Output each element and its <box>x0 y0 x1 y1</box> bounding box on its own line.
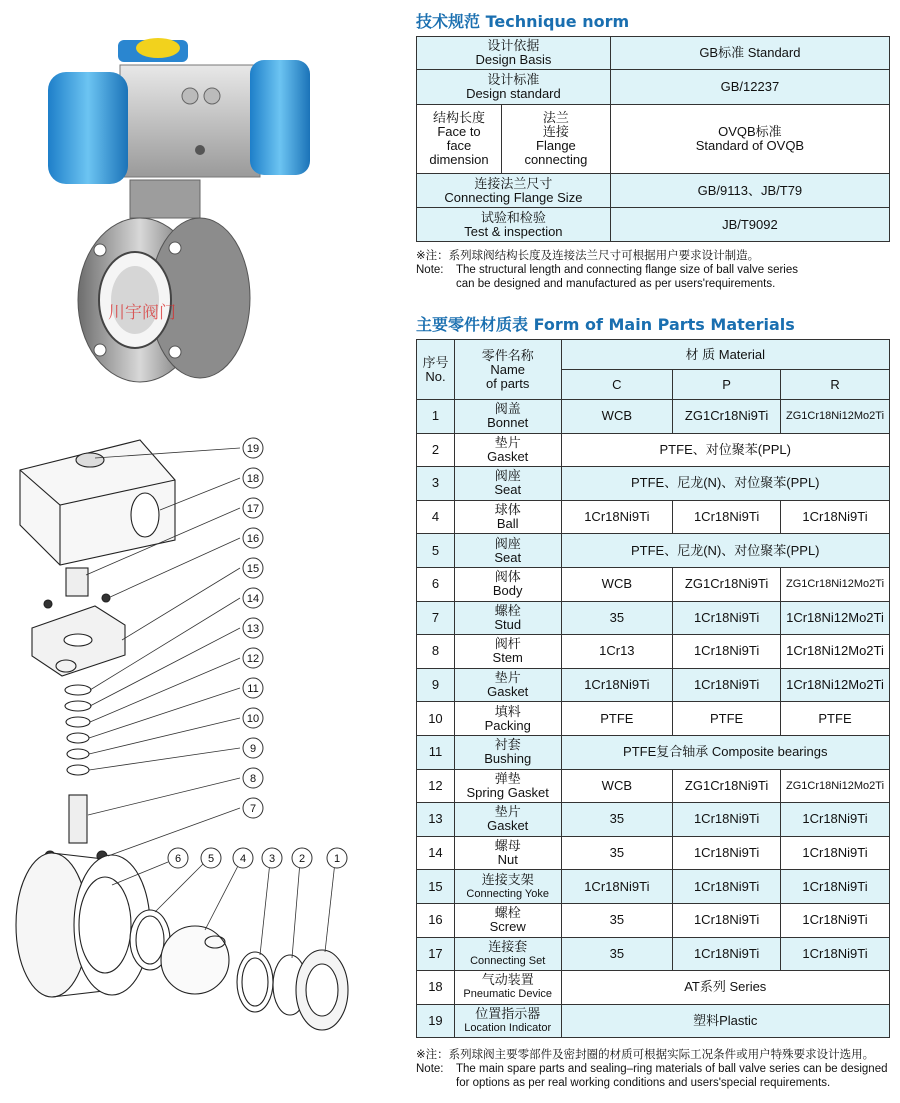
technique-value: OVQB标准 Standard of OVQB <box>610 105 889 174</box>
part-material-p: 1Cr18Ni9Ti <box>673 836 781 870</box>
part-no: 12 <box>417 769 455 803</box>
table-row <box>417 836 890 870</box>
part-name: 弹垫 Spring Gasket <box>454 769 561 803</box>
note-en: for options as per real working conditions and users'special requirements. <box>456 1077 831 1089</box>
part-material-c: 35 <box>561 601 673 635</box>
part-no: 8 <box>417 635 455 669</box>
note-label: Note: <box>416 264 444 276</box>
table-row <box>417 803 890 837</box>
callout-numbers <box>168 438 347 868</box>
technique-title: 技术规范 Technique norm <box>416 12 630 31</box>
watermark-logo: 川宇阀门 <box>108 303 176 323</box>
technique-value: JB/T9092 <box>610 208 889 242</box>
callout-number: 10 <box>246 713 260 725</box>
technique-label: 试验和检验 Test & inspection <box>417 208 611 242</box>
part-no: 4 <box>417 500 455 534</box>
part-material-all: 塑料Plastic <box>561 1004 889 1038</box>
part-material-p: 1Cr18Ni9Ti <box>673 668 781 702</box>
part-no: 1 <box>417 400 455 434</box>
part-name: 气动装置 Pneumatic Device <box>454 971 561 1005</box>
part-material-all: PTFE、对位聚苯(PPL) <box>561 433 889 467</box>
technique-label: 设计依据 Design Basis <box>417 37 611 70</box>
technique-label: 连接法兰尺寸 Connecting Flange Size <box>417 174 611 208</box>
part-name: 垫片 Gasket <box>454 668 561 702</box>
part-no: 2 <box>417 433 455 467</box>
part-material-p: ZG1Cr18Ni9Ti <box>673 769 781 803</box>
callout-number: 1 <box>333 853 341 865</box>
table-row <box>417 601 890 635</box>
illustration-panel <box>0 0 410 1098</box>
part-material-all: PTFE复合轴承 Composite bearings <box>561 735 889 769</box>
part-no: 18 <box>417 971 455 1005</box>
callout-number: 11 <box>247 683 259 695</box>
callout-number: 3 <box>268 853 276 865</box>
note-en: The main spare parts and sealing–ring materials of ball valve series can be designed <box>456 1063 888 1075</box>
part-material-c: 35 <box>561 903 673 937</box>
part-name: 衬套 Bushing <box>454 735 561 769</box>
product-photo <box>48 38 310 382</box>
part-name: 连接支架 Connecting Yoke <box>454 870 561 904</box>
part-material-p: 1Cr18Ni9Ti <box>673 500 781 534</box>
part-no: 17 <box>417 937 455 971</box>
table-row <box>417 567 890 601</box>
part-no: 5 <box>417 534 455 568</box>
part-material-c: 1Cr18Ni9Ti <box>561 668 673 702</box>
note-cn: ※注：系列球阀结构长度及连接法兰尺寸可根据用户要求设计制造。 <box>416 250 760 262</box>
flange-connecting-label: 法兰 连接 Flange connecting <box>524 110 588 167</box>
table-row <box>417 433 890 467</box>
part-no: 19 <box>417 1004 455 1038</box>
part-material-p: ZG1Cr18Ni9Ti <box>673 400 781 434</box>
part-name: 螺栓 Stud <box>454 601 561 635</box>
part-name: 位置指示器 Location Indicator <box>454 1004 561 1038</box>
part-name: 阀座 Seat <box>454 534 561 568</box>
technique-value: GB/12237 <box>610 70 889 105</box>
parts-header <box>417 340 890 370</box>
part-name: 球体 Ball <box>454 500 561 534</box>
part-name: 填料 Packing <box>454 702 561 736</box>
table-row <box>417 735 890 769</box>
parts-note <box>416 1048 894 1090</box>
part-material-c: PTFE <box>561 702 673 736</box>
table-row <box>417 534 890 568</box>
technique-row <box>417 105 890 174</box>
part-no: 13 <box>417 803 455 837</box>
part-material-r: 1Cr18Ni12Mo2Ti <box>781 635 890 669</box>
part-no: 14 <box>417 836 455 870</box>
part-material-r: ZG1Cr18Ni12Mo2Ti <box>781 567 890 601</box>
part-material-r: 1Cr18Ni12Mo2Ti <box>781 668 890 702</box>
header-no: 序号 No. <box>417 340 455 400</box>
exploded-drawing <box>16 440 348 1030</box>
part-material-r: 1Cr18Ni9Ti <box>781 937 890 971</box>
part-no: 9 <box>417 668 455 702</box>
note-cn: ※注：系列球阀主要零部件及密封圈的材质可根据实际工况条件或用户特殊要求设计选用。 <box>416 1049 875 1061</box>
callout-number: 17 <box>246 503 260 515</box>
technique-row <box>417 37 890 70</box>
note-label: Note: <box>416 1063 444 1075</box>
table-row <box>417 870 890 904</box>
parts-title: 主要零件材质表 Form of Main Parts Materials <box>416 315 795 334</box>
part-material-c: 1Cr18Ni9Ti <box>561 500 673 534</box>
technique-label: 设计标准 Design standard <box>417 70 611 105</box>
technique-note <box>416 249 894 291</box>
part-material-p: PTFE <box>673 702 781 736</box>
callout-number: 8 <box>249 773 257 785</box>
part-name: 阀杆 Stem <box>454 635 561 669</box>
callout-number: 14 <box>246 593 260 605</box>
callout-number: 9 <box>249 743 257 755</box>
table-row <box>417 937 890 971</box>
part-material-c: WCB <box>561 567 673 601</box>
callout-number: 7 <box>249 803 257 815</box>
callout-number: 6 <box>174 853 182 865</box>
technique-label-split <box>417 105 611 174</box>
callout-number: 12 <box>246 653 260 665</box>
part-no: 11 <box>417 735 455 769</box>
part-material-p: 1Cr18Ni9Ti <box>673 937 781 971</box>
part-material-c: 1Cr13 <box>561 635 673 669</box>
part-material-p: 1Cr18Ni9Ti <box>673 601 781 635</box>
part-no: 6 <box>417 567 455 601</box>
table-row <box>417 769 890 803</box>
note-en: The structural length and connecting flange size of ball valve series <box>456 264 799 276</box>
header-p: P <box>673 370 781 400</box>
part-material-p: 1Cr18Ni9Ti <box>673 870 781 904</box>
callout-number: 18 <box>246 473 260 485</box>
technique-row <box>417 70 890 105</box>
parts-table <box>416 339 890 1038</box>
callout-number: 16 <box>246 533 260 545</box>
part-material-r: ZG1Cr18Ni12Mo2Ti <box>781 769 890 803</box>
callout-number: 19 <box>246 443 260 455</box>
part-material-c: 1Cr18Ni9Ti <box>561 870 673 904</box>
technique-value: GB/9113、JB/T79 <box>610 174 889 208</box>
part-material-r: 1Cr18Ni12Mo2Ti <box>781 601 890 635</box>
part-name: 阀座 Seat <box>454 467 561 501</box>
part-material-p: ZG1Cr18Ni9Ti <box>673 567 781 601</box>
callout-number: 4 <box>239 853 247 865</box>
part-material-r: 1Cr18Ni9Ti <box>781 500 890 534</box>
callout-number: 15 <box>246 563 260 575</box>
part-name: 连接套 Connecting Set <box>454 937 561 971</box>
part-name: 垫片 Gasket <box>454 433 561 467</box>
table-row <box>417 971 890 1005</box>
table-row <box>417 903 890 937</box>
part-material-p: 1Cr18Ni9Ti <box>673 803 781 837</box>
table-row <box>417 400 890 434</box>
part-material-p: 1Cr18Ni9Ti <box>673 635 781 669</box>
part-name: 阀盖 Bonnet <box>454 400 561 434</box>
part-no: 15 <box>417 870 455 904</box>
part-material-r: 1Cr18Ni9Ti <box>781 836 890 870</box>
part-material-c: WCB <box>561 769 673 803</box>
table-row <box>417 500 890 534</box>
header-r: R <box>781 370 890 400</box>
part-material-r: 1Cr18Ni9Ti <box>781 903 890 937</box>
table-row <box>417 668 890 702</box>
technique-value: GB标准 Standard <box>610 37 889 70</box>
part-material-r: 1Cr18Ni9Ti <box>781 803 890 837</box>
valve-illustration <box>0 0 410 1098</box>
part-material-c: 35 <box>561 803 673 837</box>
header-name: 零件名称 Name of parts <box>454 340 561 400</box>
technique-row <box>417 174 890 208</box>
part-name: 螺母 Nut <box>454 836 561 870</box>
part-no: 7 <box>417 601 455 635</box>
technique-row <box>417 208 890 242</box>
part-material-r: 1Cr18Ni9Ti <box>781 870 890 904</box>
part-material-all: PTFE、尼龙(N)、对位聚苯(PPL) <box>561 534 889 568</box>
part-name: 螺栓 Screw <box>454 903 561 937</box>
part-no: 10 <box>417 702 455 736</box>
callout-number: 2 <box>298 853 306 865</box>
part-no: 3 <box>417 467 455 501</box>
table-row <box>417 467 890 501</box>
part-material-c: 35 <box>561 937 673 971</box>
callout-number: 13 <box>246 623 260 635</box>
note-en: can be designed and manufactured as per users'requirements. <box>456 278 776 290</box>
face-to-face-label: 结构长度 Face to face dimension <box>417 105 502 173</box>
header-material: 材 质 Material <box>561 340 889 370</box>
part-name: 阀体 Body <box>454 567 561 601</box>
part-no: 16 <box>417 903 455 937</box>
table-row <box>417 635 890 669</box>
part-material-r: PTFE <box>781 702 890 736</box>
part-material-p: 1Cr18Ni9Ti <box>673 903 781 937</box>
technique-table <box>416 36 890 242</box>
part-material-c: 35 <box>561 836 673 870</box>
table-row <box>417 1004 890 1038</box>
part-material-c: WCB <box>561 400 673 434</box>
header-c: C <box>561 370 673 400</box>
callout-number: 5 <box>207 853 215 865</box>
part-material-r: ZG1Cr18Ni12Mo2Ti <box>781 400 890 434</box>
part-name: 垫片 Gasket <box>454 803 561 837</box>
part-material-all: PTFE、尼龙(N)、对位聚苯(PPL) <box>561 467 889 501</box>
part-material-all: AT系列 Series <box>561 971 889 1005</box>
table-row <box>417 702 890 736</box>
